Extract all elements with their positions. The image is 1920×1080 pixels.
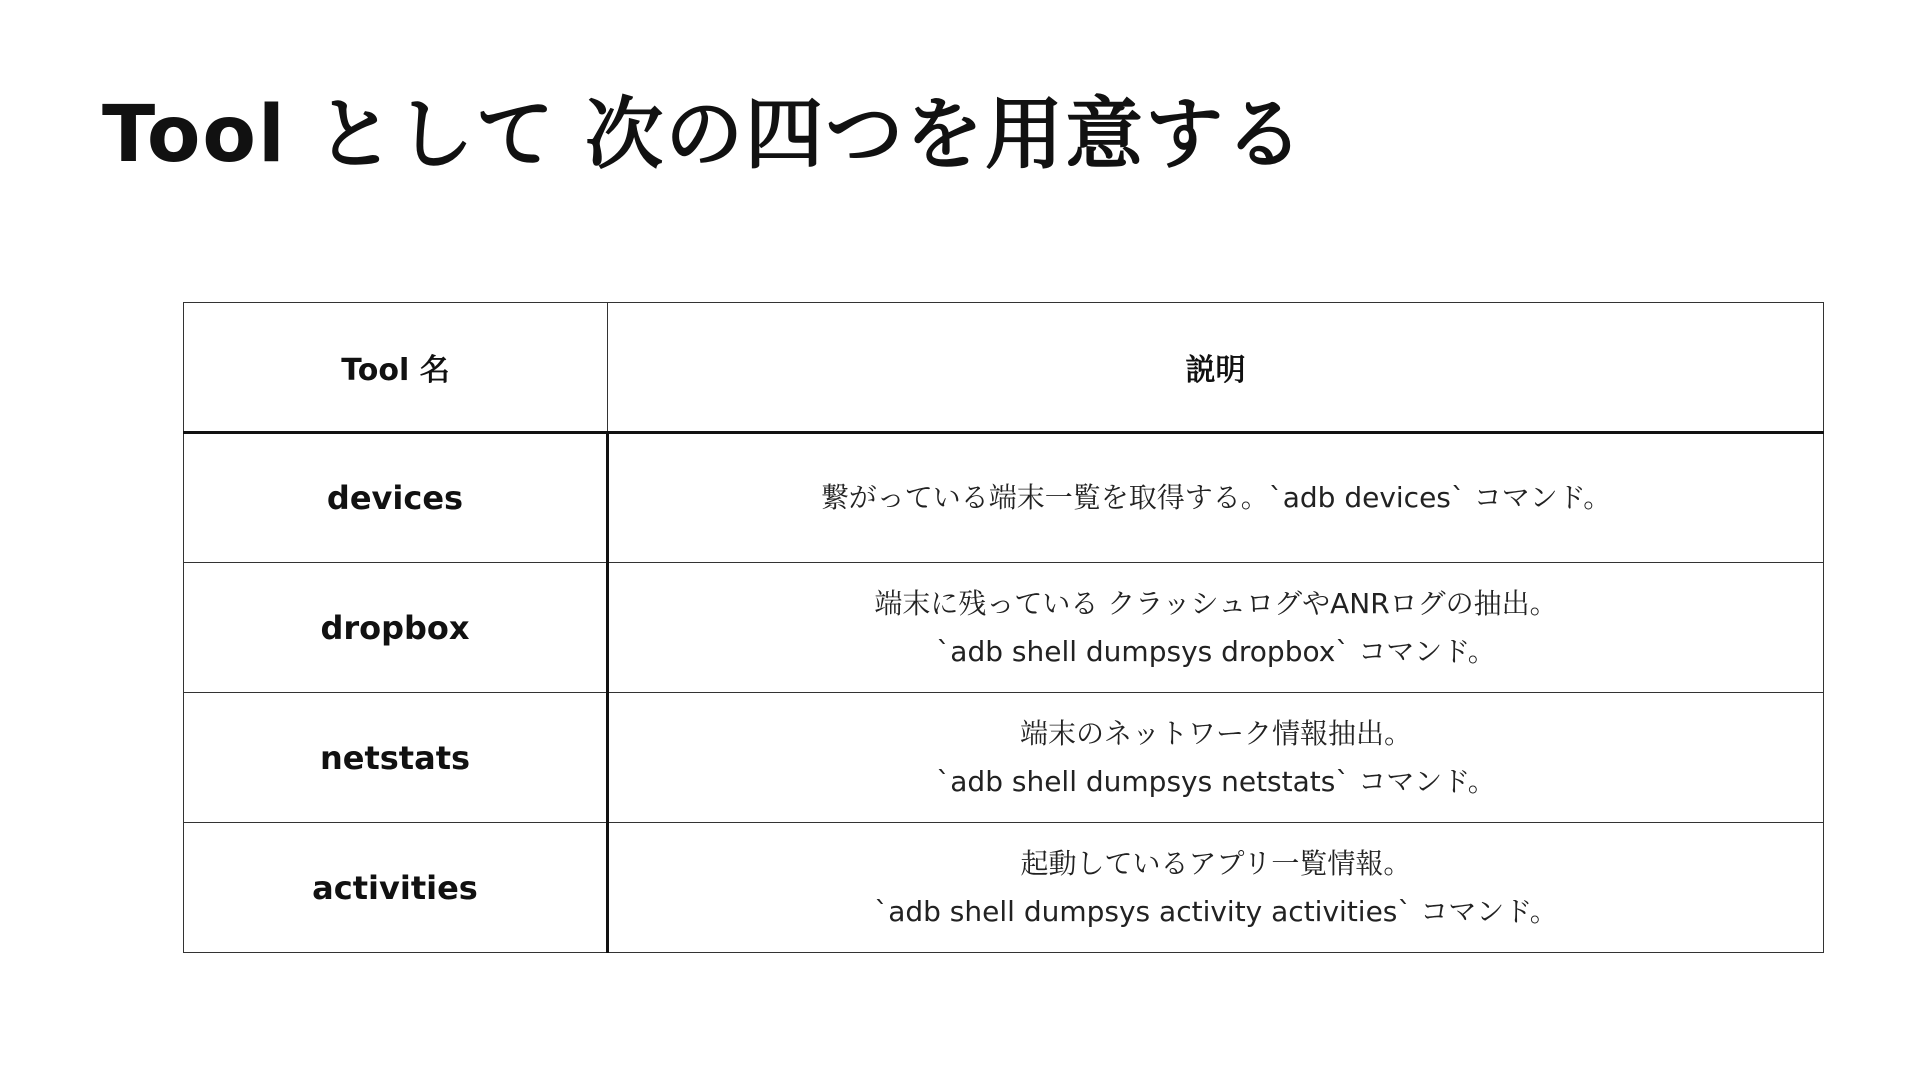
description-line: 起動しているアプリ一覧情報。 xyxy=(1020,846,1412,880)
tool-name-cell: dropbox xyxy=(184,563,608,693)
table-row xyxy=(184,563,1824,693)
table-row xyxy=(184,823,1824,953)
tool-name-cell: activities xyxy=(184,823,608,953)
description-line: `adb shell dumpsys netstats` コマンド。 xyxy=(936,764,1496,798)
description-line: `adb shell dumpsys dropbox` コマンド。 xyxy=(936,634,1496,668)
tool-table xyxy=(183,302,1824,953)
tool-description-cell xyxy=(608,433,1824,563)
header-row xyxy=(184,303,1824,433)
header-tool-name: Tool 名 xyxy=(184,303,608,433)
tool-name-cell: netstats xyxy=(184,693,608,823)
description-line: 端末に残っている クラッシュログやANRログの抽出。 xyxy=(874,586,1558,620)
table-row xyxy=(184,693,1824,823)
table-row xyxy=(184,433,1824,563)
tool-description-cell xyxy=(608,693,1824,823)
tool-description-cell xyxy=(608,823,1824,953)
tool-name-cell: devices xyxy=(184,433,608,563)
table-header xyxy=(184,303,1824,433)
table-body xyxy=(184,433,1824,953)
description-line: 端末のネットワーク情報抽出。 xyxy=(1019,716,1412,750)
tool-description-cell xyxy=(608,563,1824,693)
description-line: `adb shell dumpsys activity activities` コマンド。 xyxy=(874,894,1558,928)
slide-title: Tool として 次の四つを用意する xyxy=(102,90,1306,180)
header-description: 説明 xyxy=(608,303,1824,433)
description-line: 繋がっている端末一覧を取得する。`adb devices` コマンド。 xyxy=(820,481,1612,514)
